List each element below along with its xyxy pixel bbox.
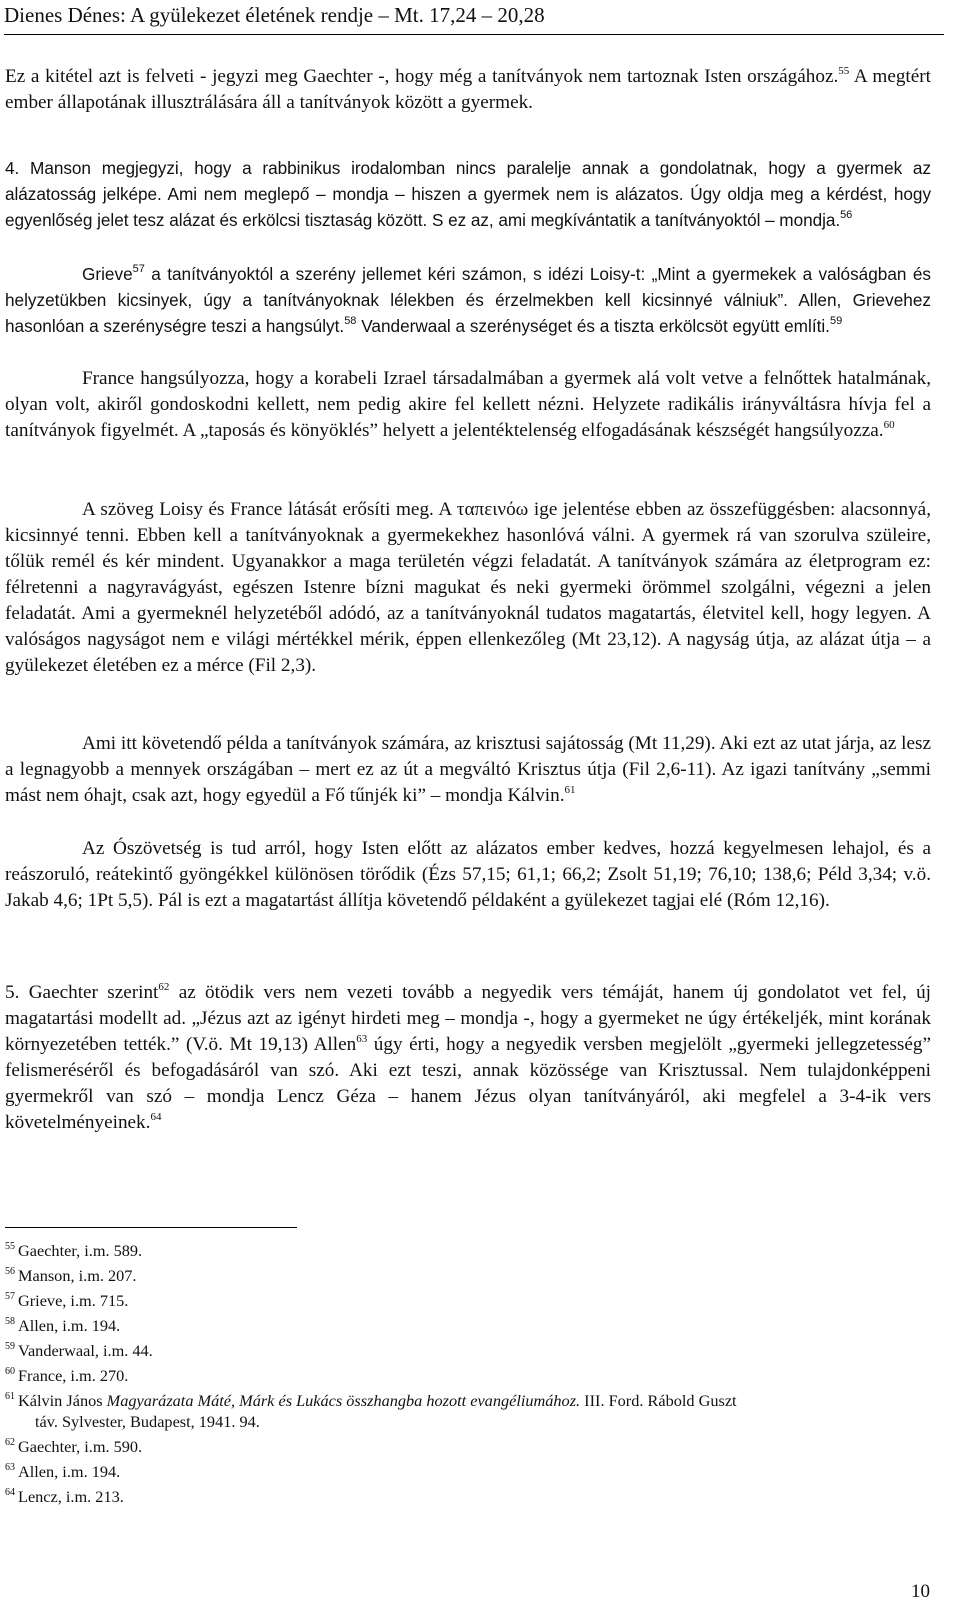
footnote-ref[interactable]: 56 (840, 209, 853, 221)
paragraph-text: France hangsúlyozza, hogy a korabeli Izrael társadalmában a gyermek alá volt vetve a felnőttek hatalmának, olyan volt, akiről gondoskodni kellett, nem pedig akire fel kellett nézni. Helyzete radikális irányváltásra hívja fel a tanítványok figyelmét. A „taposás és könyöklés” helyett a jelentéktelenség elfogadásának készségét hangsúlyozza. (5, 368, 931, 441)
footnote-58: $^{58}$ Allen, i.m. 194. (5, 1316, 121, 1335)
paragraph-text: 5. Gaechter szerint (5, 982, 159, 1003)
paragraph-text: Ami itt követendő példa a tanítványok számára, az krisztusi sajátosság (Mt 11,29). Aki ezt az utat járja, az lesz a legnagyobb a mennyek országában – mert ez az út a megváltó Krisztus útja (Fil 2,6-11). Az igazi tanítvány „semmi mást nem óhajt, csak azt, hogy egyedül a Fő tűnjék ki” – mondja Kálvin. (5, 733, 931, 806)
paragraph-text: a tanítványoktól a szerény jellemet kéri számon, s idézi Loisy-t: „Mint a gyermekek a valóságban és helyzetükben kicsinyek, úgy a tanítványoknak lélekben és érzelmekben kell kicsinnyé válniuk”. Allen, Grievehez hasonlóan a szerénységre teszi a hangsúlyt. (5, 264, 931, 336)
footnote-60: $^{60}$ France, i.m. 270. (5, 1366, 129, 1385)
paragraph-4 (5, 366, 931, 444)
footnote-ref[interactable]: 63 (356, 1033, 368, 1045)
footnote-61: $^{61}$ Kálvin János Magyarázata Máté, Márk és Lukács összhangba hozott evangéliumához. III. Ford. Rábold Guszt táv. Sylvester, Budapest, 1941. 94. (5, 1391, 737, 1431)
paragraph-6 (5, 731, 931, 809)
footnote-ref[interactable]: 58 (344, 315, 357, 327)
footnote-ref[interactable]: 57 (132, 263, 145, 275)
paragraph-text: Grieve (82, 264, 133, 284)
footnote-56: $^{56}$ Manson, i.m. 207. (5, 1266, 137, 1285)
paragraph-text: úgy érti, hogy a negyedik versben megjelölt „gyermeki jellegzetesség” felismeréséről és befogadásáról van szó. Aki ezt teszi, annak közössége van Krisztussal. Nem tulajdonképpeni gyermekről van szó – mondja Lencz Géza – hanem Jézus olyan tanítványáról, aki megfelel a 3-4-ik vers követelményeinek. (5, 1034, 931, 1133)
paragraph-text: 4. Manson megjegyzi, hogy a rabbinikus irodalomban nincs paralelje annak a gondolatnak, hogy a gyermek az alázatosság jelképe. Ami nem meglepő – mondja – hiszen a gyermek nem is alázatos. Úgy oldja meg a kérdést, hogy egyenlőség jelet tesz alázat és erkölcsi tisztaság között. S ez az, ami megkívántatik a tanítványoktól – mondja. (5, 158, 931, 230)
paragraph-text: A szöveg Loisy és France látását erősíti meg. A ταπεινόω ige jelentése ebben az összefüggésben: alacsonnyá, kicsinnyé tenni. Ebben kell a tanítványoknak a gyermekekhez hasonlóvá válni. A gyermek rá van szorulva szüleire, tőlük remél és kér mindent. Ugyanakkor a maga területén végzi feladatát. A tanítványok számára az életprogram ez: félretenni a nagyravágyást, egészen Istenre bízni magukat és neki gyermeki örömmel szolgálni, végezni a jelen feladatát. Ami a gyermeknél helyzetéből adódó, az a tanítványoknál tudatos magatartás, életvitel kell, hogy legyen. A valóságos nagyságot nem e világi mértékkel mérik, éppen ellenkezőleg (Mt 23,12). A nagyság útja, az alázat útja – a gyülekezet életében ez a mérce (Fil 2,3). (5, 499, 931, 676)
paragraph-5 (5, 497, 931, 679)
footnote-55: $^{55}$ Gaechter, i.m. 589. (5, 1241, 143, 1260)
footnote-divider (5, 1227, 297, 1228)
paragraph-2 (5, 155, 931, 233)
running-header: Dienes Dénes: A gyülekezet életének rendje – Mt. 17,24 – 20,28 (4, 2, 944, 35)
footnote-64: $^{64}$ Lencz, i.m. 213. (5, 1487, 124, 1506)
paragraph-text: az ötödik vers nem vezeti tovább a negyedik vers témáját, hanem új gondolatot vet fel, új magatartási modellt ad. „Jézus azt az igényt hirdeti meg – mondja -, hogy a gyermeket ne úgy értékeljék, mint korának környezetében tették.” (V.ö. Mt 19,13) Allen (5, 982, 931, 1055)
footnote-62: $^{62}$ Gaechter, i.m. 590. (5, 1437, 143, 1456)
paragraph-7 (5, 836, 931, 914)
paragraph-text: Az Ószövetség is tud arról, hogy Isten előtt az alázatos ember kedves, hozzá kegyelmesen lehajol, és a reászoruló, reátekintő gyöngékkel különösen törődik (Ézs 57,15; 61,1; 66,2; Zsolt 51,19; 76,10; 138,6; Péld 3,34; v.ö. Jakab 4,6; 1Pt 5,5). Pál is ezt a magatartást állítja követendő példaként a gyülekezet tagjai elé (Róm 12,16). (5, 838, 931, 911)
paragraph-8 (5, 980, 931, 1136)
paragraph-3 (5, 261, 931, 339)
footnote-ref[interactable]: 62 (158, 981, 170, 993)
footnote-ref[interactable]: 64 (150, 1111, 162, 1123)
paragraph-text: Ez a kitétel azt is felveti - jegyzi meg Gaechter -, hogy még a tanítványok nem tartoznak Isten országához. (5, 66, 839, 87)
footnote-59: $^{59}$ Vanderwaal, i.m. 44. (5, 1341, 153, 1360)
paragraph-text: A megtért ember állapotának illusztrálására áll a tanítványok között a gyermek. (5, 66, 931, 113)
page-number: 10 (911, 1581, 930, 1602)
footnote-ref[interactable]: 61 (564, 784, 576, 796)
footnote-57: $^{57}$ Grieve, i.m. 715. (5, 1291, 129, 1310)
footnote-63: $^{63}$ Allen, i.m. 194. (5, 1462, 121, 1481)
footnote-ref[interactable]: 60 (883, 419, 895, 431)
paragraph-1 (5, 64, 931, 116)
footnote-ref[interactable]: 55 (838, 65, 850, 77)
footnote-ref[interactable]: 59 (829, 315, 843, 327)
paragraph-text: Vanderwaal a szerénységet és a tiszta erkölcsöt együtt említi. (356, 316, 830, 336)
